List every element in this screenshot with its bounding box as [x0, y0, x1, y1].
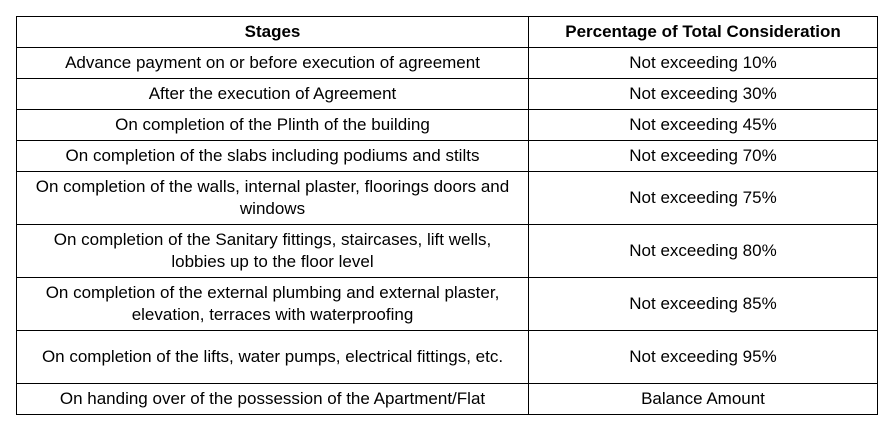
percentage-cell: Not exceeding 75% [529, 172, 878, 225]
percentage-cell: Not exceeding 95% [529, 331, 878, 384]
table-row [17, 141, 878, 172]
stage-cell: On completion of the lifts, water pumps, electrical fittings, etc. [17, 331, 529, 384]
header-percentage: Percentage of Total Consideration [529, 17, 878, 48]
percentage-cell: Not exceeding 85% [529, 278, 878, 331]
percentage-cell: Balance Amount [529, 384, 878, 415]
stage-cell: On completion of the Sanitary fittings, staircases, lift wells, lobbies up to the floor level [17, 225, 529, 278]
percentage-cell: Not exceeding 10% [529, 48, 878, 79]
payment-stages-table [16, 16, 878, 415]
percentage-cell: Not exceeding 70% [529, 141, 878, 172]
percentage-cell: Not exceeding 30% [529, 79, 878, 110]
table-header-row [17, 17, 878, 48]
stage-cell: On completion of the walls, internal plaster, floorings doors and windows [17, 172, 529, 225]
table-row [17, 331, 878, 384]
percentage-cell: Not exceeding 45% [529, 110, 878, 141]
table-row [17, 384, 878, 415]
stage-cell: After the execution of Agreement [17, 79, 529, 110]
stage-cell: On completion of the Plinth of the building [17, 110, 529, 141]
table-row [17, 110, 878, 141]
table-row [17, 172, 878, 225]
percentage-cell: Not exceeding 80% [529, 225, 878, 278]
table-row [17, 278, 878, 331]
table-row [17, 48, 878, 79]
header-stages: Stages [17, 17, 529, 48]
table-row [17, 79, 878, 110]
stage-cell: On completion of the slabs including podiums and stilts [17, 141, 529, 172]
table-row [17, 225, 878, 278]
stage-cell: On handing over of the possession of the Apartment/Flat [17, 384, 529, 415]
stage-cell: On completion of the external plumbing and external plaster, elevation, terraces with waterproofing [17, 278, 529, 331]
stage-cell: Advance payment on or before execution of agreement [17, 48, 529, 79]
